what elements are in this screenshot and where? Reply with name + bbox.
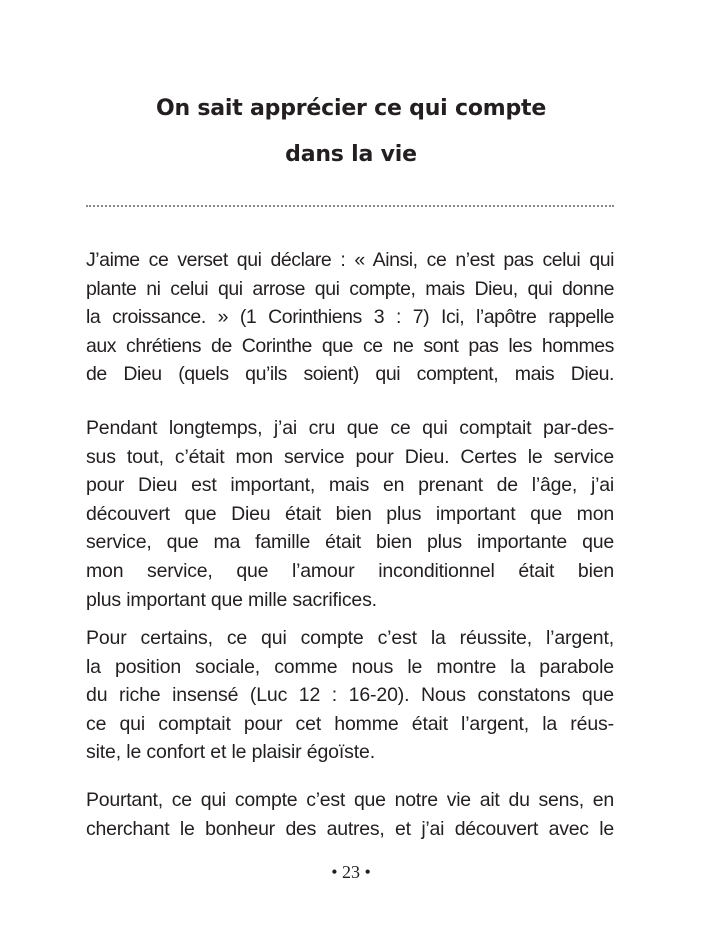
- paragraph-2: [86, 414, 614, 614]
- paragraph-1: [86, 246, 614, 389]
- text-line: plus important que mille sacrifices.: [86, 588, 377, 611]
- text-line: la position sociale, comme nous le montre la parabole: [86, 655, 614, 678]
- text-line: de Dieu (quels qu’ils soient) qui comptent, mais Dieu.: [86, 363, 614, 386]
- text-line: aux chrétiens de Corinthe que ce ne sont pas les hommes: [86, 334, 614, 357]
- text-line: mon service, que l’amour inconditionnel était bien: [86, 559, 614, 582]
- text-line: plante ni celui qui arrose qui compte, mais Dieu, qui donne: [86, 277, 614, 300]
- chapter-title-line-2: dans la vie: [285, 142, 417, 167]
- dotted-divider: [86, 205, 614, 207]
- paragraph-4: [86, 786, 614, 843]
- text-line: site, le confort et le plaisir égoïste.: [86, 741, 375, 764]
- text-line: Pendant longtemps, j’ai cru que ce qui comptait par-des-: [86, 417, 614, 439]
- text-line: la croissance. » (1 Corinthiens 3 : 7) Ici, l’apôtre rappelle: [86, 306, 614, 329]
- text-line: ce qui comptait pour cet homme était l’argent, la réus-: [86, 712, 614, 735]
- paragraph-3: [86, 624, 614, 767]
- page-number: • 23 •: [331, 862, 371, 882]
- text-line: cherchant le bonheur des autres, et j’ai découvert avec le: [86, 817, 614, 840]
- text-line: du riche insensé (Luc 12 : 16-20). Nous constatons que: [86, 684, 614, 707]
- text-line: J’aime ce verset qui déclare : « Ainsi, ce n’est pas celui qui: [86, 249, 614, 271]
- chapter-title-line-1: On sait apprécier ce qui compte: [155, 96, 547, 121]
- text-line: sus tout, c’était mon service pour Dieu. Certes le service: [86, 445, 614, 468]
- text-line: pour Dieu est important, mais en prenant de l’âge, j’ai: [86, 474, 614, 497]
- text-line: service, que ma famille était bien plus importante que: [86, 531, 614, 554]
- text-line: Pourtant, ce qui compte c’est que notre vie ait du sens, en: [86, 789, 614, 811]
- text-line: découvert que Dieu était bien plus important que mon: [86, 502, 614, 525]
- text-line: Pour certains, ce qui compte c’est la réussite, l’argent,: [86, 627, 614, 649]
